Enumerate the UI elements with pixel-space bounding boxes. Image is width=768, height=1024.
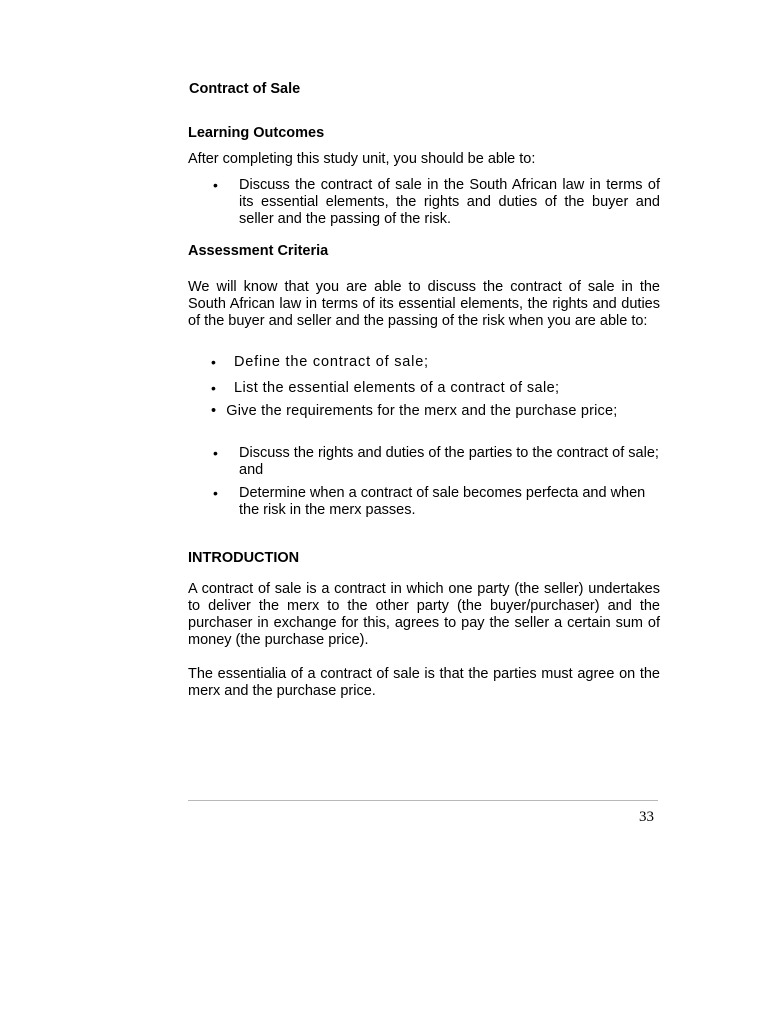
assessment-criterion-item: Discuss the rights and duties of the parties to the contract of sale; and bbox=[239, 445, 659, 478]
introduction-paragraph: A contract of sale is a contract in which one party (the seller) undertakes to deliver the merx to the other party (the buyer/purchaser) and the purchaser in exchange for this, agrees to pay the seller a certain sum of money (the purchase price). bbox=[188, 581, 660, 648]
bullet-icon: • bbox=[211, 354, 216, 370]
assessment-criterion-item: Determine when a contract of sale becomes perfecta and when the risk in the merx passes. bbox=[239, 485, 646, 518]
assessment-criteria-intro: We will know that you are able to discuss the contract of sale in the South African law in terms of its essential elements, the rights and duties of the buyer and seller and the passing of the risk when you are able to: bbox=[188, 279, 660, 329]
learning-outcome-item: Discuss the contract of sale in the South African law in terms of its essential elements, the rights and duties of the buyer and seller and the passing of the risk. bbox=[239, 177, 660, 227]
assessment-criteria-heading: Assessment Criteria bbox=[188, 243, 329, 259]
learning-outcomes-heading: Learning Outcomes bbox=[188, 125, 325, 141]
learning-outcomes-intro: After completing this study unit, you should be able to: bbox=[188, 151, 536, 167]
bullet-icon: • bbox=[213, 177, 218, 193]
bullet-icon: • bbox=[211, 403, 217, 419]
bullet-icon: • bbox=[211, 380, 216, 396]
introduction-paragraph: The essentialia of a contract of sale is that the parties must agree on the merx and the purchase price. bbox=[188, 666, 660, 699]
document-title: Contract of Sale bbox=[189, 81, 301, 97]
assessment-criterion-item: Define the contract of sale; bbox=[234, 354, 429, 370]
assessment-criterion-item: • Give the requirements for the merx and the purchase price; bbox=[211, 403, 618, 419]
page-number: 33 bbox=[639, 809, 654, 825]
bullet-icon: • bbox=[213, 445, 218, 461]
footer-divider bbox=[188, 800, 658, 801]
bullet-icon: • bbox=[213, 485, 218, 501]
assessment-criterion-item: List the essential elements of a contract of sale; bbox=[234, 380, 560, 396]
introduction-heading: INTRODUCTION bbox=[188, 550, 300, 566]
